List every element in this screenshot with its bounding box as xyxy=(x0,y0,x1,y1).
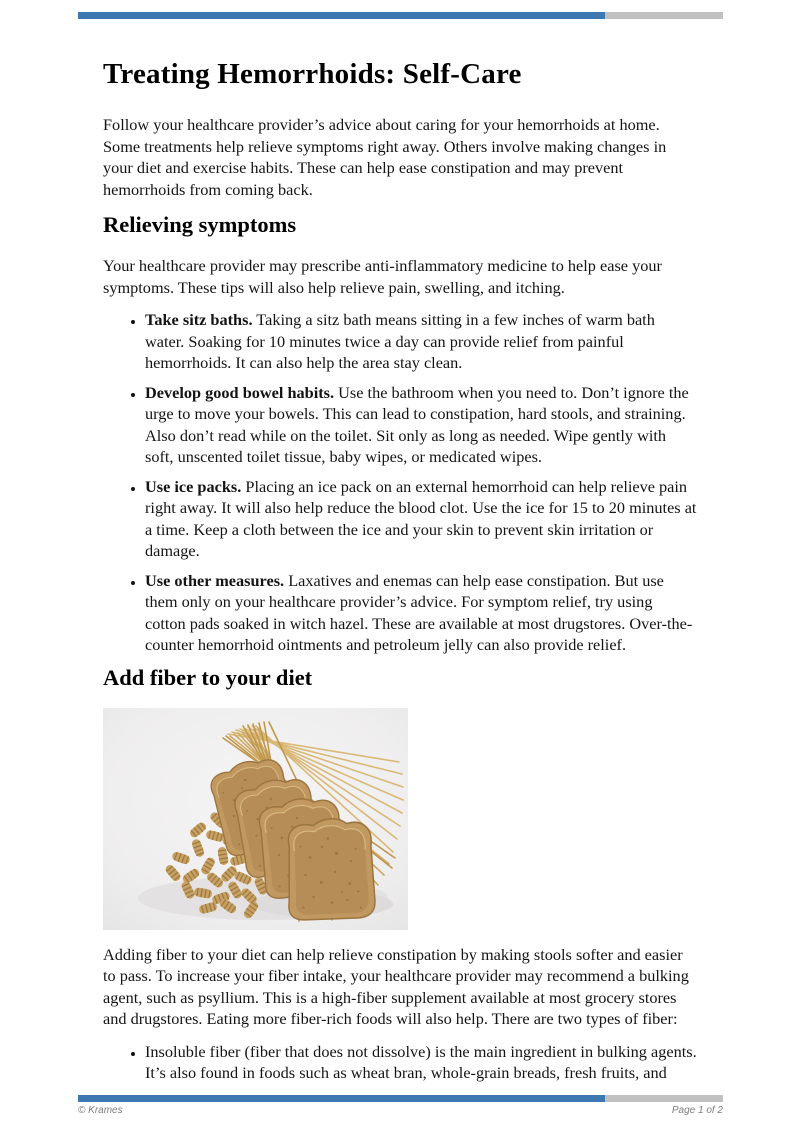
header-rule xyxy=(78,12,723,19)
list-item-insoluble-fiber xyxy=(145,1041,697,1084)
bullet-text: Laxatives and enemas can help ease constipation. But use them only on your healthcare provider’s advice. For symptom relief, try using cotton pads soaked in witch hazel. These are available at most drugstores. Over-the-counter hemorrhoid ointments and petroleum jelly can also provide relief. xyxy=(145,570,693,654)
footer-copyright: © Krames xyxy=(78,1105,123,1116)
document-content xyxy=(103,58,697,1092)
header-rule-accent xyxy=(78,12,605,19)
list-item-sitz-baths xyxy=(145,309,697,374)
symptom-tips-list xyxy=(103,309,697,656)
bullet-text: Insoluble fiber (fiber that does not dissolve) is the main ingredient in bulking agents. It’s also found in foods such as wheat bran, whole-grain breads, fresh fruits, and xyxy=(145,1041,697,1082)
footer-rule xyxy=(78,1095,723,1102)
page-title: Treating Hemorrhoids: Self-Care xyxy=(103,58,522,90)
intro-paragraph: Follow your healthcare provider’s advice about caring for your hemorrhoids at home. Some treatments help relieve symptoms right away. Others involve making changes in your diet and exercise habits. These can help ease constipation and may prevent hemorrhoids from coming back. xyxy=(103,115,667,199)
bullet-lead: Develop good bowel habits. xyxy=(145,382,335,402)
section-heading-add-fiber: Add fiber to your diet xyxy=(103,664,313,690)
page-footer xyxy=(78,1095,723,1116)
bullet-lead: Use ice packs. xyxy=(145,476,242,496)
whole-grain-foods-image xyxy=(103,708,408,930)
fiber-intro-paragraph: Adding fiber to your diet can help relieve constipation by making stools softer and easier to pass. To increase your fiber intake, your healthcare provider may recommend a bulking agent, such as psyllium. This is a high-fiber supplement available at most grocery stores and drugstores. Eating more fiber-rich foods will also help. There are two types of fiber: xyxy=(103,944,689,1028)
footer-rule-gray xyxy=(605,1095,723,1102)
bullet-lead: Take sitz baths. xyxy=(145,310,253,329)
bullet-lead: Use other measures. xyxy=(145,570,285,590)
list-item-bowel-habits xyxy=(145,382,697,468)
bullet-text: Use the bathroom when you need to. Don’t ignore the urge to move your bowels. This can lead to constipation, hard stools, and straining. Also don’t read while on the toilet. Sit only as long as needed. Wipe gently with soft, unscented toilet tissue, baby wipes, or medicated wipes. xyxy=(145,382,689,466)
list-item-ice-packs xyxy=(145,476,697,562)
relieving-intro-paragraph: Your healthcare provider may prescribe anti-inflammatory medicine to help ease your symptoms. These tips will also help relieve pain, swelling, and itching. xyxy=(103,256,662,297)
footer-rule-accent xyxy=(78,1095,605,1102)
bullet-text: Taking a sitz bath means sitting in a few inches of warm bath water. Soaking for 10 minutes twice a day can provide relief from painful hemorrhoids. It can also help the area stay clean. xyxy=(145,310,655,372)
list-item-other-measures xyxy=(145,570,697,656)
whole-grain-foods-photo xyxy=(103,708,408,930)
header-rule-gray xyxy=(605,12,723,19)
bullet-text: Placing an ice pack on an external hemorrhoid can help relieve pain right away. It will also help reduce the blood clot. Use the ice for 15 to 20 minutes at a time. Keep a cloth between the ice and your skin to prevent skin irritation or damage. xyxy=(145,476,697,560)
footer-page-number: Page 1 of 2 xyxy=(671,1105,723,1116)
fiber-types-list xyxy=(103,1041,697,1084)
section-heading-relieving-symptoms: Relieving symptoms xyxy=(103,212,297,237)
